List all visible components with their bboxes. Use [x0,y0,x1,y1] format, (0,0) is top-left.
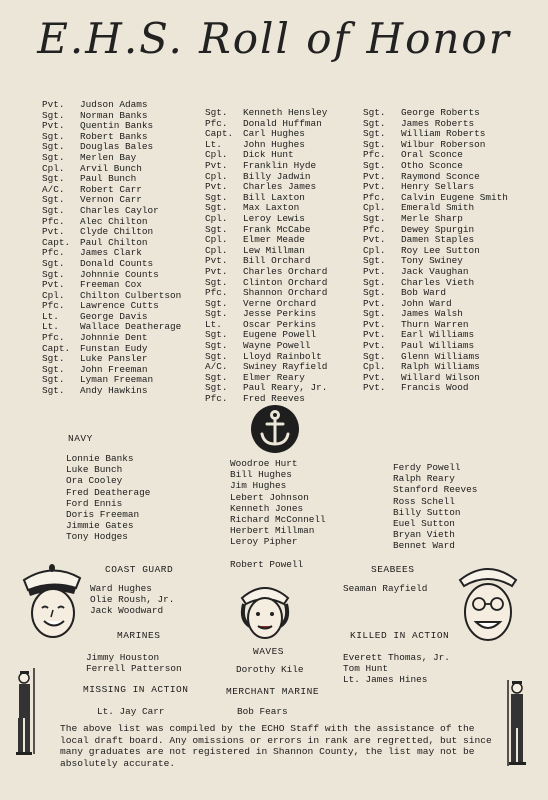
waves-face-icon [236,574,294,644]
rank-label: Lt. [42,310,59,322]
rank-label: Sgt. [205,297,228,309]
rank-label: A/C. [42,183,65,195]
rank-label: Capt. [42,236,71,248]
person-name: Funstan Eudy [80,342,148,354]
roll-entry [363,214,508,225]
person-name: Lloyd Rainbolt [243,350,322,362]
person-name: Wallace Deatherage [80,321,182,333]
person-name: Elmer Meade [243,234,305,246]
person-name: Fred Deatherage [66,486,151,498]
rank-label: Sgt. [363,287,386,299]
person-name: Donald Huffman [243,117,322,129]
person-name: Tom Hunt [343,663,389,675]
person-name: Chilton Culbertson [80,289,182,301]
person-name: Otho Sconce [401,159,463,171]
person-name: Dewey Spurgin [401,223,475,235]
person-name: Verne Orchard [243,297,317,309]
rank-label: Sgt. [42,268,65,280]
person-name: Willard Wilson [401,371,480,383]
roll-entry [42,153,181,164]
coast-guard-face-icon [18,558,86,640]
person-name: Lew Millman [243,244,305,256]
person-name: Lonnie Banks [66,453,134,464]
rank-label: Capt. [42,342,71,354]
rank-label: Sgt. [363,276,386,288]
person-name: Henry Sellars [401,181,475,193]
rank-label: Pvt. [363,234,386,246]
person-name: Wayne Powell [243,340,311,352]
rank-label: Pfc. [363,223,386,235]
person-name: John Ward [401,297,452,309]
rank-label: Pvt. [205,159,228,171]
person-name: Olie Roush, Jr. [90,594,175,606]
person-name: Freeman Cox [80,279,142,291]
coast-guard-heading: COAST GUARD [105,564,174,575]
rank-label: Pvt. [42,226,65,238]
person-name [230,548,326,559]
rank-label: Sgt. [205,340,228,352]
soldier-right-icon [500,676,530,772]
person-name: Thurn Warren [401,318,469,330]
person-name: Bennet Ward [393,540,455,552]
person-name: Robert Carr [80,183,142,195]
rank-label: Pfc. [205,393,228,405]
rank-label: Sgt. [42,141,65,153]
missing-heading: MISSING IN ACTION [83,684,189,695]
seabees-face-icon [452,558,524,644]
person-name: Bob Ward [401,287,447,299]
rank-label: Sgt. [205,382,228,394]
person-name: Lyman Freeman [80,374,154,386]
marines-heading: MARINES [117,630,161,641]
person-name: Eugene Powell [243,329,317,341]
person-name: Charles Vieth [401,276,475,288]
merchant-heading: MERCHANT MARINE [226,686,320,697]
footer-note: The above list was compiled by the ECHO Staff with the assistance of the local draft board. Any omissions or errors in rank are regretted, but since many graduates are not registered in Shannon County, the list may not be absolutely accurate. [60,723,492,769]
roll-entry [363,161,508,172]
person-name: Lebert Johnson [230,491,309,503]
rank-label: Cpl. [42,162,65,174]
person-name: Douglas Bales [80,141,154,153]
person-name: Ross Schell [393,495,455,507]
rank-label: Sgt. [42,173,65,185]
rank-label: Pvt. [363,382,386,394]
person-name: Kenneth Jones [230,502,304,514]
waves-heading: WAVES [253,646,285,657]
person-name: Jimmie Gates [66,520,134,532]
merchant-list [237,706,288,717]
person-name: Elmer Reary [243,371,305,383]
rank-label: Sgt. [363,308,386,320]
person-name: Doris Freeman [66,509,140,521]
rank-label: Pvt. [363,170,386,182]
rank-label: Lt. [205,138,222,150]
rank-label: Cpl. [205,234,228,246]
person-name: Seaman Rayfield [343,583,428,594]
rank-label: Lt. [42,321,59,333]
rank-label: Sgt. [42,109,65,121]
person-name: James Clark [80,247,142,259]
rank-label: Cpl. [363,361,386,373]
rank-label: Cpl. [363,244,386,256]
rank-label: Pvt. [205,181,228,193]
roll-entry [42,386,181,397]
person-name: Jimmy Houston [86,652,160,663]
rank-label: Pvt. [205,255,228,267]
rank-label: Sgt. [363,138,386,150]
person-name: Shannon Orchard [243,287,328,299]
person-name: Charles James [243,181,317,193]
person-name: James Roberts [401,117,475,129]
rank-label: Pvt. [363,318,386,330]
soldier-left-icon [12,664,40,760]
roll-entry [363,383,508,394]
rank-label: Sgt. [205,223,228,235]
army-column-3 [363,108,508,394]
person-name: Jack Vaughan [401,265,469,277]
person-name: Everett Thomas, Jr. [343,652,450,663]
person-name: Oscar Perkins [243,318,317,330]
rank-label: Pfc. [363,149,386,161]
person-name: Jesse Perkins [243,308,317,320]
roll-entry [42,206,181,217]
navy-column-3 [393,462,477,552]
rank-label: Sgt. [42,151,65,163]
person-name: Frank McCabe [243,223,311,235]
anchor-icon [250,404,300,454]
person-name: Euel Sutton [393,518,455,530]
person-name: Vernon Carr [80,194,142,206]
rank-label: Sgt. [42,363,65,375]
rank-label: Sgt. [42,194,65,206]
person-name: Carl Hughes [243,128,305,140]
missing-list [97,706,165,717]
person-name: Robert Banks [80,130,148,142]
person-name: Francis Wood [401,382,469,394]
person-name: Judson Adams [80,99,148,110]
person-name: Wilbur Roberson [401,138,486,150]
rank-label: Sgt. [363,128,386,140]
roll-entry [42,100,181,111]
rank-label: Pfc. [363,191,386,203]
person-name: George Davis [80,310,148,322]
person-name: John Freeman [80,363,148,375]
person-name: Tony Swiney [401,255,463,267]
person-name: Paul Bunch [80,173,137,185]
rank-label: Sgt. [363,350,386,362]
rank-label: Capt. [205,128,234,140]
rank-label: Sgt. [205,191,228,203]
rank-label: Cpl. [363,202,386,214]
person-name: Luke Pansler [80,353,148,365]
roll-entry [205,108,327,119]
person-name: Ward Hughes [90,583,152,594]
person-name: Roy Lee Sutton [401,244,480,256]
person-name: Ralph Reary [393,473,455,485]
rank-label: Sgt. [363,212,386,224]
person-name: Bill Laxton [243,191,305,203]
person-name: Oral Sconce [401,149,463,161]
rank-label: Sgt. [363,159,386,171]
rank-label: Pvt. [363,329,386,341]
person-name: Stanford Reeves [393,484,478,496]
rank-label: A/C. [205,361,228,373]
person-name: George Roberts [401,107,480,118]
rank-label: Cpl. [205,149,228,161]
rank-label: Pfc. [42,300,65,312]
army-column-2 [205,108,327,405]
rank-label: Sgt. [42,130,65,142]
roll-entry [363,267,508,278]
person-name: Raymond Sconce [401,170,480,182]
killed-heading: KILLED IN ACTION [350,630,450,641]
rank-label: Sgt. [42,353,65,365]
seabees-list [343,583,427,594]
person-name: Luke Bunch [66,464,123,476]
rank-label: Cpl. [205,212,228,224]
navy-column-1 [66,453,150,543]
rank-label: Cpl. [42,289,65,301]
person-name: Swiney Rayfield [243,361,328,373]
person-name: Merlen Bay [80,151,137,163]
person-name: Lt. Jay Carr [97,706,165,717]
rank-label: Pfc. [42,332,65,344]
person-name: Norman Banks [80,109,148,121]
person-name: Lawrence Cutts [80,300,159,312]
rank-label: Sgt. [205,276,228,288]
rank-label: Pvt. [363,297,386,309]
person-name: Andy Hawkins [80,385,148,397]
person-name: Clyde Chilton [80,226,154,238]
rank-label: Sgt. [363,255,386,267]
person-name: Bob Fears [237,706,288,717]
person-name: Ford Ennis [66,497,123,509]
coast-guard-list [90,583,174,617]
rank-label: Pfc. [205,287,228,299]
person-name: Charles Caylor [80,204,159,216]
person-name: Johnnie Dent [80,332,148,344]
rank-label: Pvt. [42,99,65,110]
person-name: John Hughes [243,138,305,150]
roll-entry [205,161,327,172]
person-name: Dick Hunt [243,149,294,161]
rank-label: Cpl. [205,170,228,182]
person-name: Emerald Smith [401,202,475,214]
person-name: Max Laxton [243,202,300,214]
person-name: Jim Hughes [230,480,287,492]
person-name: James Walsh [401,308,463,320]
rank-label: Sgt. [205,350,228,362]
roll-entry [42,259,181,270]
person-name: Billy Jadwin [243,170,311,182]
rank-label: Pfc. [42,247,65,259]
killed-list [343,652,450,686]
waves-list [236,664,304,675]
person-name: Donald Counts [80,257,154,269]
rank-label: Lt. [205,318,222,330]
rank-label: Pvt. [42,279,65,291]
rank-label: Sgt. [205,329,228,341]
person-name: Arvil Bunch [80,162,142,174]
person-name: Billy Sutton [393,506,461,518]
person-name: Bill Orchard [243,255,311,267]
person-name: Franklin Hyde [243,159,317,171]
person-name: Johnnie Counts [80,268,159,280]
person-name: Clinton Orchard [243,276,328,288]
person-name: Robert Powell [230,558,304,570]
person-name: William Roberts [401,128,486,140]
rank-label: Pvt. [205,265,228,277]
navy-column-2 [230,458,326,570]
person-name: Damen Staples [401,234,475,246]
person-name: Merle Sharp [401,212,463,224]
seabees-heading: SEABEES [371,564,415,575]
rank-label: Pvt. [363,340,386,352]
person-name: Paul Chilton [80,236,148,248]
person-name: Tony Hodges [66,531,128,543]
rank-label: Sgt. [363,117,386,129]
person-name: Bill Hughes [230,469,292,481]
person-name: Leroy Lewis [243,212,305,224]
person-name: Ora Cooley [66,475,123,487]
army-column-1 [42,100,181,397]
person-name: Glenn Williams [401,350,480,362]
rank-label: Sgt. [205,107,228,118]
marines-list [86,652,182,674]
rank-label: Pfc. [205,117,228,129]
person-name: Herbert Millman [230,525,315,537]
rank-label: Pvt. [363,181,386,193]
person-name: Fred Reeves [243,393,305,405]
rank-label: Pvt. [363,371,386,383]
page-title: E.H.S. Roll of Honor [37,14,511,63]
person-name: Paul Reary, Jr. [243,382,328,394]
person-name: Lt. James Hines [343,674,428,686]
rank-label: Sgt. [42,374,65,386]
rank-label: Sgt. [42,204,65,216]
person-name: Dorothy Kile [236,664,304,675]
roll-entry [363,108,508,119]
person-name: Quentin Banks [80,120,154,132]
person-name: Earl Williams [401,329,475,341]
person-name: Richard McConnell [230,514,326,526]
person-name: Paul Williams [401,340,475,352]
person-name: Bryan Vieth [393,529,455,541]
person-name: Jack Woodward [90,605,164,617]
rank-label: Pvt. [363,265,386,277]
person-name: Woodroe Hurt [230,458,298,469]
roll-entry [205,214,327,225]
navy-heading: NAVY [68,433,93,444]
person-name: Leroy Pipher [230,536,298,548]
rank-label: Cpl. [205,244,228,256]
person-name: Alec Chilton [80,215,148,227]
person-name: Ralph Williams [401,361,480,373]
rank-label: Sgt. [205,308,228,320]
person-name: Ferdy Powell [393,462,461,473]
rank-label: Pfc. [42,215,65,227]
roll-entry [205,267,327,278]
rank-label: Sgt. [42,385,65,397]
rank-label: Sgt. [205,371,228,383]
rank-label: Sgt. [42,257,65,269]
person-name: Ferrell Patterson [86,663,182,675]
person-name: Charles Orchard [243,265,328,277]
person-name: Kenneth Hensley [243,107,328,118]
rank-label: Pvt. [42,120,65,132]
rank-label: Sgt. [363,107,386,118]
person-name: Calvin Eugene Smith [401,191,508,203]
rank-label: Sgt. [205,202,228,214]
